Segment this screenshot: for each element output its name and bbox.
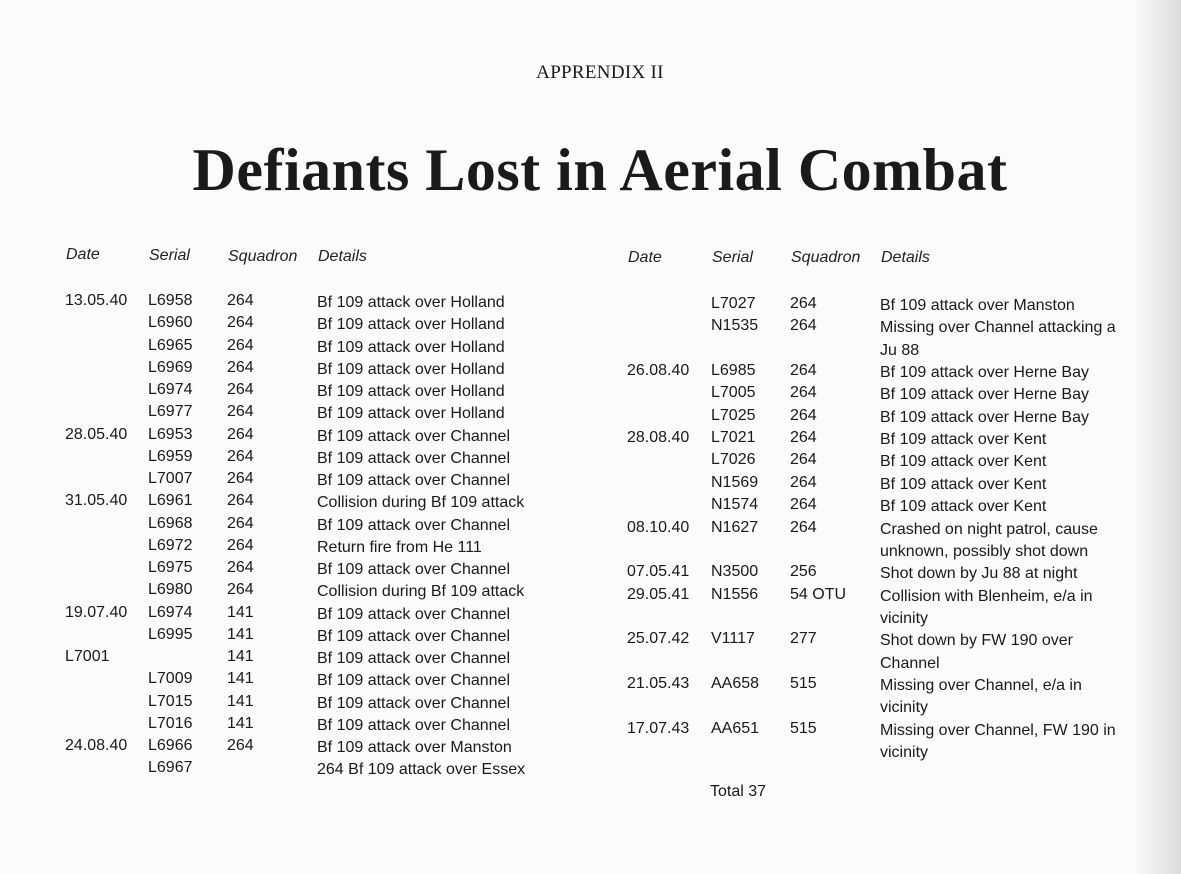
table-row: [65, 470, 545, 492]
left-table: [65, 246, 545, 786]
serial-cell: L6967: [148, 759, 193, 777]
details-cell: Shot down by FW 190 over Channel: [880, 632, 1073, 672]
serial-cell: N1535: [711, 317, 759, 335]
details-cell: Bf 109 attack over Channel: [317, 449, 511, 467]
table-row: [65, 426, 545, 448]
serial-cell: L7025: [711, 406, 756, 424]
serial-cell: L6977: [148, 403, 193, 421]
details-cell: Missing over Channel, e/a in vicinity: [880, 676, 1082, 717]
header-serial: Serial: [149, 247, 190, 264]
details-cell: Bf 109 attack over Channel: [317, 716, 511, 734]
details-cell: 264 Bf 109 attack over Essex: [317, 761, 526, 779]
squadron-cell: 264: [227, 314, 254, 332]
table-row: [65, 693, 545, 715]
serial-cell: L6985: [711, 362, 756, 380]
details-cell: Bf 109 attack over Channel: [317, 605, 511, 623]
details-cell: Bf 109 attack over Holland: [317, 316, 505, 334]
table-row: [65, 737, 545, 759]
serial-cell: N1556: [711, 585, 759, 603]
table-row: [65, 337, 545, 359]
squadron-cell: 264: [790, 384, 817, 402]
squadron-cell: 264: [790, 429, 817, 447]
squadron-cell: 141: [227, 603, 254, 621]
table-row: [627, 719, 1147, 761]
table-row: [65, 381, 545, 403]
squadron-cell: 277: [790, 630, 817, 648]
serial-cell: L7005: [711, 384, 756, 402]
details-cell: Collision during Bf 109 attack: [317, 494, 525, 512]
details-cell: Bf 109 attack over Channel: [317, 672, 511, 690]
table-row: [627, 674, 1147, 717]
serial-cell: L7021: [711, 429, 756, 447]
table-row: [65, 448, 545, 470]
table-row: [627, 496, 1147, 518]
table-row: [65, 604, 545, 626]
serial-cell: L7015: [148, 692, 193, 710]
squadron-cell: 141: [227, 670, 254, 688]
table-row: [65, 515, 545, 537]
table-row: [65, 359, 545, 381]
details-cell: Bf 109 attack over Holland: [317, 294, 505, 311]
details-cell: Bf 109 attack over Kent: [880, 475, 1047, 493]
details-cell: Bf 109 attack over Holland: [317, 338, 505, 356]
details-cell: Bf 109 attack over Herne Bay: [880, 408, 1089, 426]
details-cell: Collision with Blenheim, e/a in vicinity: [880, 587, 1093, 627]
table-row: [627, 451, 1147, 473]
table-row: [65, 537, 545, 559]
header-date: Date: [66, 246, 100, 263]
serial-cell: N3500: [711, 563, 759, 581]
table-row: [627, 407, 1147, 429]
details-cell: Bf 109 attack over Holland: [317, 405, 505, 423]
details-cell: Bf 109 attack over Channel: [317, 472, 511, 489]
serial-cell: L6965: [148, 336, 193, 354]
serial-cell: L6959: [148, 447, 193, 465]
serial-cell: L6975: [148, 559, 193, 576]
squadron-cell: 141: [227, 648, 254, 665]
serial-cell: N1627: [711, 518, 759, 536]
table-row: [627, 518, 1147, 560]
table-row: [65, 626, 545, 648]
serial-cell: L6969: [148, 358, 193, 376]
header-details: Details: [881, 249, 930, 266]
header-serial: Serial: [712, 249, 753, 266]
table-row: [65, 314, 545, 336]
table-row: [65, 759, 545, 781]
details-cell: Missing over Channel, FW 190 in vicinity: [880, 721, 1116, 761]
details-cell: Bf 109 attack over Herne Bay: [880, 386, 1089, 404]
serial-cell: L6980: [148, 581, 193, 599]
squadron-cell: 264: [227, 514, 254, 532]
squadron-cell: 515: [790, 674, 817, 692]
table-row: [65, 559, 545, 581]
table-row: [627, 429, 1147, 451]
serial-cell: L6974: [148, 381, 193, 398]
squadron-cell: 264: [790, 295, 817, 312]
details-cell: Collision during Bf 109 attack: [317, 583, 525, 601]
serial-cell: V1117: [711, 630, 755, 648]
date-cell: 24.08.40: [65, 737, 128, 754]
squadron-cell: 264: [227, 447, 254, 465]
squadron-cell: 264: [227, 292, 254, 309]
squadron-cell: 264: [227, 581, 254, 599]
date-cell: 28.08.40: [627, 429, 690, 447]
details-cell: Bf 109 attack over Channel: [317, 561, 511, 578]
serial-cell: L6960: [148, 314, 193, 332]
details-cell: Bf 109 attack over Kent: [880, 498, 1047, 516]
details-cell: Shot down by Ju 88 at night: [880, 565, 1078, 583]
serial-cell: L6961: [148, 492, 193, 510]
header-details: Details: [318, 248, 367, 265]
details-cell: Bf 109 attack over Channel: [317, 694, 511, 712]
right-table: [627, 249, 1147, 809]
serial-cell: L6968: [148, 514, 193, 532]
date-cell: 17.07.43: [627, 719, 690, 737]
squadron-cell: 264: [790, 362, 817, 380]
page-title: Defiants Lost in Aerial Combat: [192, 137, 1008, 203]
date-cell: L7001: [65, 648, 110, 665]
date-cell: 29.05.41: [627, 585, 690, 603]
table-row: [627, 630, 1147, 672]
serial-cell: AA651: [711, 719, 760, 737]
date-cell: 28.05.40: [65, 425, 128, 443]
squadron-cell: 141: [227, 692, 254, 710]
squadron-cell: 141: [227, 625, 254, 643]
squadron-cell: 54 OTU: [790, 585, 847, 603]
table-row: [627, 474, 1147, 496]
squadron-cell: 256: [790, 563, 817, 581]
serial-cell: N1574: [711, 496, 759, 514]
details-cell: Bf 109 attack over Manston: [880, 297, 1075, 314]
squadron-cell: 264: [790, 473, 817, 491]
serial-cell: L7007: [148, 470, 193, 487]
squadron-cell: 264: [790, 496, 817, 514]
date-cell: 08.10.40: [627, 518, 690, 536]
squadron-cell: 264: [227, 425, 254, 443]
squadron-cell: 264: [790, 451, 817, 469]
squadron-cell: 264: [790, 317, 817, 335]
table-row: [627, 295, 1147, 317]
serial-cell: L6953: [148, 425, 193, 443]
serial-cell: L6974: [148, 603, 193, 621]
table-row: [65, 492, 545, 514]
date-cell: 26.08.40: [627, 362, 690, 380]
table-row: [65, 292, 545, 314]
squadron-cell: 264: [227, 492, 254, 510]
serial-cell: L6958: [148, 292, 193, 309]
serial-cell: L7009: [148, 670, 193, 688]
squadron-cell: 264: [790, 406, 817, 424]
date-cell: 25.07.42: [627, 630, 690, 648]
details-cell: Bf 109 attack over Kent: [880, 431, 1047, 449]
serial-cell: L7016: [148, 714, 193, 732]
table-row: [65, 715, 545, 737]
details-cell: Bf 109 attack over Channel: [317, 516, 511, 534]
squadron-cell: 141: [227, 714, 254, 732]
table-row: [65, 581, 545, 603]
squadron-cell: 264: [227, 381, 254, 398]
serial-cell: L6966: [148, 737, 193, 754]
appendix-heading: APPRENDIX II: [536, 62, 664, 83]
details-cell: Bf 109 attack over Channel: [317, 427, 511, 445]
table-row: [65, 403, 545, 425]
squadron-cell: 264: [227, 536, 254, 554]
table-row: [627, 362, 1147, 384]
details-cell: Bf 109 attack over Kent: [880, 453, 1047, 471]
details-cell: Bf 109 attack over Manston: [317, 739, 512, 756]
date-cell: 31.05.40: [65, 492, 128, 510]
table-row: [65, 670, 545, 692]
squadron-cell: 264: [227, 336, 254, 354]
squadron-cell: 264: [790, 518, 817, 536]
serial-cell: L7026: [711, 451, 756, 469]
details-cell: Bf 109 attack over Channel: [317, 650, 511, 667]
date-cell: 13.05.40: [65, 292, 128, 309]
serial-cell: L6995: [148, 625, 193, 643]
details-cell: Crashed on night patrol, cause unknown, possibly shot down: [880, 520, 1098, 560]
serial-cell: L7027: [711, 295, 756, 312]
date-cell: 21.05.43: [627, 674, 690, 692]
table-row: [627, 585, 1147, 627]
header-squadron: Squadron: [228, 248, 298, 265]
serial-cell: AA658: [711, 674, 760, 692]
table-row: [65, 648, 545, 670]
details-cell: Bf 109 attack over Herne Bay: [880, 364, 1089, 382]
table-row: [627, 317, 1147, 359]
details-cell: Missing over Channel attacking a Ju 88: [880, 319, 1116, 359]
squadron-cell: 264: [227, 403, 254, 421]
table-row: [627, 563, 1147, 585]
table-row: [627, 384, 1147, 406]
squadron-cell: 264: [227, 559, 254, 576]
details-cell: Bf 109 attack over Holland: [317, 360, 505, 378]
details-cell: Bf 109 attack over Channel: [317, 627, 511, 645]
header-date: Date: [628, 249, 662, 266]
header-squadron: Squadron: [791, 249, 861, 266]
date-cell: 07.05.41: [627, 563, 690, 581]
squadron-cell: 515: [790, 719, 817, 737]
serial-cell: L6972: [148, 536, 193, 554]
date-cell: 19.07.40: [65, 603, 128, 621]
total-count: Total 37: [710, 783, 767, 800]
details-cell: Bf 109 attack over Holland: [317, 383, 505, 400]
squadron-cell: 264: [227, 358, 254, 376]
squadron-cell: 264: [227, 737, 254, 754]
serial-cell: N1569: [711, 473, 759, 491]
details-cell: Return fire from He 111: [317, 538, 482, 556]
squadron-cell: 264: [227, 470, 254, 487]
